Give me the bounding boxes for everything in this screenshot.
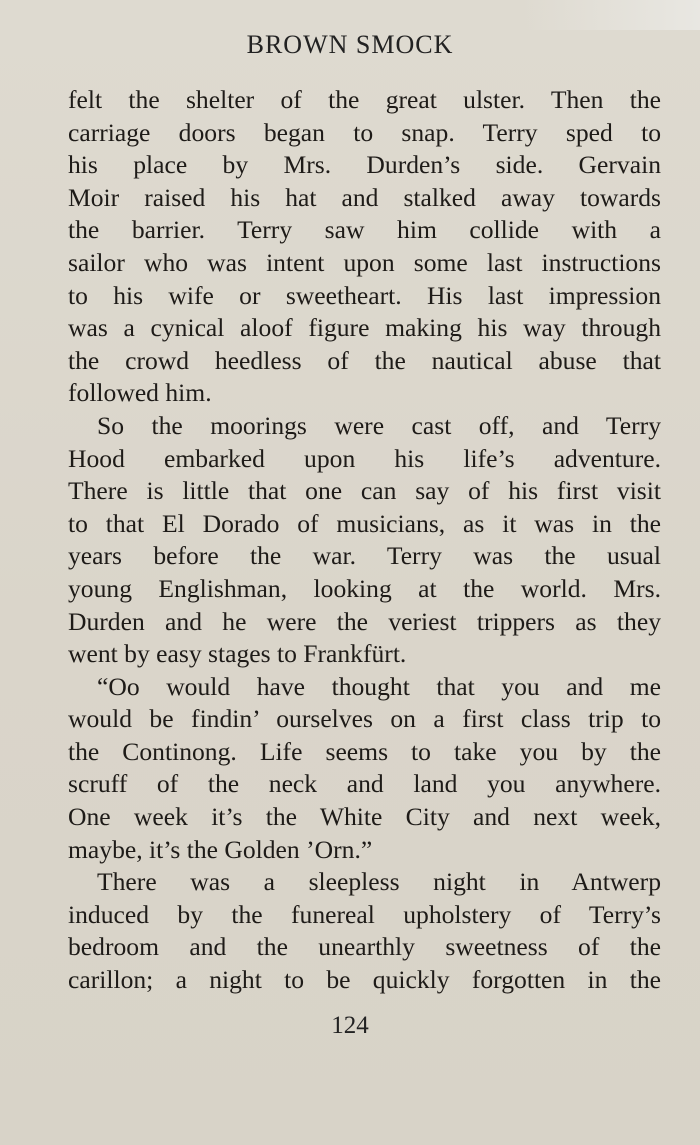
- text-line: young Englishman, looking at the world. Mrs.: [68, 573, 661, 603]
- running-header: BROWN SMOCK: [246, 30, 454, 59]
- text-line: would be findin’ ourselves on a first class trip to: [68, 704, 661, 734]
- text-line: sailor who was intent upon some last instructions: [68, 247, 661, 277]
- text-line: his place by Mrs. Durden’s side. Gervain: [68, 150, 661, 180]
- text-line: was a cynical aloof figure making his way through: [68, 313, 661, 343]
- text-line: Durden and he were the veriest trippers as they: [68, 606, 661, 636]
- text-line: the barrier. Terry saw him collide with a: [68, 215, 661, 245]
- paragraph-start-line: “Oo would have thought that you and me: [97, 671, 661, 701]
- body-text: [68, 84, 661, 997]
- text-line: to his wife or sweetheart. His last impression: [68, 280, 661, 310]
- text-line: carriage doors began to snap. Terry sped to: [68, 117, 661, 147]
- page-number: 124: [331, 1012, 369, 1039]
- paragraph-start-line: There was a sleepless night in Antwerp: [97, 867, 661, 897]
- text-line: Hood embarked upon his life’s adventure.: [68, 443, 661, 473]
- text-line: scruff of the neck and land you anywhere.: [68, 769, 661, 799]
- paragraph-end-line: followed him.: [68, 378, 212, 408]
- text-line: One week it’s the White City and next week,: [68, 802, 661, 832]
- text-line: Moir raised his hat and stalked away towards: [68, 182, 661, 212]
- text-line: induced by the funereal upholstery of Terry’s: [68, 899, 661, 929]
- text-line: felt the shelter of the great ulster. Then the: [68, 85, 661, 114]
- text-line: bedroom and the unearthly sweetness of the: [68, 932, 661, 962]
- scan-edge-shade: [520, 0, 700, 30]
- paragraph-end-line: went by easy stages to Frankfürt.: [68, 639, 407, 669]
- paragraph-start-line: So the moorings were cast off, and Terry: [97, 410, 661, 440]
- text-line: to that El Dorado of musicians, as it was in the: [68, 508, 661, 538]
- text-line: the crowd heedless of the nautical abuse that: [68, 345, 661, 375]
- text-line: carillon; a night to be quickly forgotten in the: [68, 965, 661, 995]
- text-line: years before the war. Terry was the usual: [68, 541, 661, 571]
- text-line: the Continong. Life seems to take you by the: [68, 736, 661, 766]
- text-line: There is little that one can say of his first visit: [68, 476, 661, 506]
- paragraph-end-line: maybe, it’s the Golden ’Orn.”: [68, 834, 373, 864]
